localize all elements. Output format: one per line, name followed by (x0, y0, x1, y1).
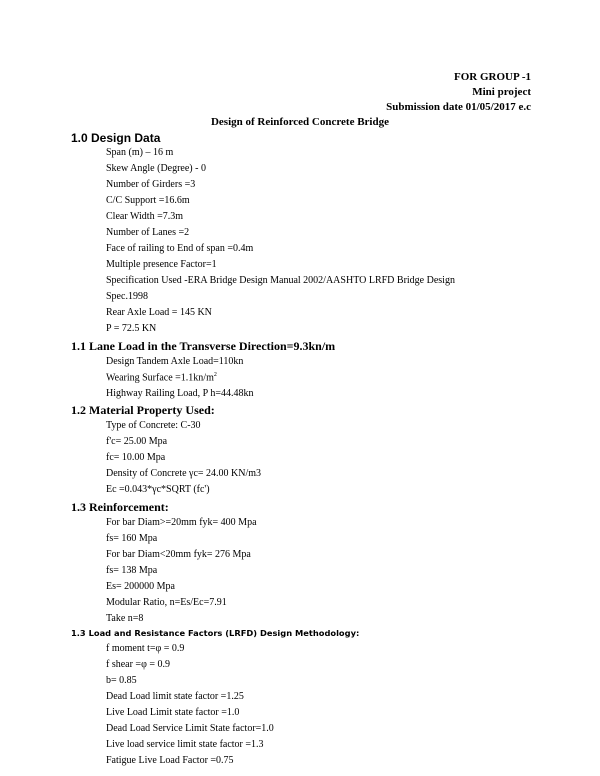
reinforcement-line: Modular Ratio, n=Es/Ec=7.91 (106, 597, 227, 608)
material-heading: 1.2 Material Property Used: (71, 403, 215, 417)
design-data-line: Specification Used -ERA Bridge Design Manual 2002/AASHTO LRFD Bridge Design (106, 275, 455, 286)
lrfd-line: Live Load Limit state factor =1.0 (106, 707, 240, 718)
lrfd-line: b= 0.85 (106, 675, 137, 686)
design-data-line: Number of Lanes =2 (106, 227, 190, 238)
design-data-line: Spec.1998 (106, 291, 148, 302)
material-line: Type of Concrete: C-30 (106, 420, 201, 431)
lrfd-line: Live load service limit state factor =1.3 (106, 739, 264, 750)
material-line: fc= 10.00 Mpa (106, 452, 166, 463)
design-data-line: Clear Width =7.3m (106, 211, 183, 222)
design-data-line: Span (m) – 16 m (106, 147, 174, 158)
reinforcement-heading: 1.3 Reinforcement: (71, 500, 169, 514)
design-data-line: Number of Girders =3 (106, 179, 196, 190)
lrfd-line: Dead Load limit state factor =1.25 (106, 691, 244, 702)
reinforcement-line: fs= 138 Mpa (106, 565, 158, 576)
lrfd-line: Dead Load Service Limit State factor=1.0 (106, 723, 274, 734)
design-data-line: Skew Angle (Degree) - 0 (106, 163, 206, 174)
document-title: Design of Reinforced Concrete Bridge (210, 116, 389, 128)
reinforcement-line: Es= 200000 Mpa (106, 581, 175, 592)
reinforcement-line: For bar Diam<20mm fyk= 276 Mpa (106, 549, 251, 560)
material-line: f'c= 25.00 Mpa (106, 436, 168, 447)
reinforcement-line: For bar Diam>=20mm fyk= 400 Mpa (106, 517, 257, 528)
submission-date: Submission date 01/05/2017 e.c (386, 101, 531, 113)
design-data-line: C/C Support =16.6m (106, 195, 190, 206)
lane-load-line: Highway Railing Load, P h=44.48kn (106, 388, 254, 399)
lane-load-line (106, 372, 217, 383)
group-label: FOR GROUP -1 (454, 71, 531, 83)
material-line: Ec =0.043*γc*SQRT (fc') (106, 484, 210, 495)
wearing-surface-text: Wearing Surface =1.1kn/m (106, 372, 214, 384)
lrfd-line: f shear =φ = 0.9 (106, 659, 170, 670)
lrfd-line: f moment t=φ = 0.9 (106, 643, 185, 654)
design-data-line: Rear Axle Load = 145 KN (106, 307, 212, 318)
lane-load-heading: 1.1 Lane Load in the Transverse Direction=9.3kn/m (71, 339, 336, 353)
design-data-line: P = 72.5 KN (106, 323, 157, 334)
design-data-heading: 1.0 Design Data (71, 131, 161, 145)
reinforcement-line: Take n=8 (106, 613, 144, 624)
lane-load-line: Design Tandem Axle Load=110kn (106, 356, 244, 367)
lrfd-line: Fatigue Live Load Factor =0.75 (106, 755, 234, 766)
lrfd-heading: 1.3 Load and Resistance Factors (LRFD) Design Methodology: (71, 628, 360, 638)
design-data-line: Multiple presence Factor=1 (106, 259, 217, 270)
reinforcement-line: fs= 160 Mpa (106, 533, 158, 544)
design-data-line: Face of railing to End of span =0.4m (106, 243, 254, 254)
material-line: Density of Concrete γc= 24.00 KN/m3 (106, 468, 262, 479)
wearing-surface-exponent: 2 (213, 372, 217, 378)
project-label: Mini project (472, 86, 531, 98)
